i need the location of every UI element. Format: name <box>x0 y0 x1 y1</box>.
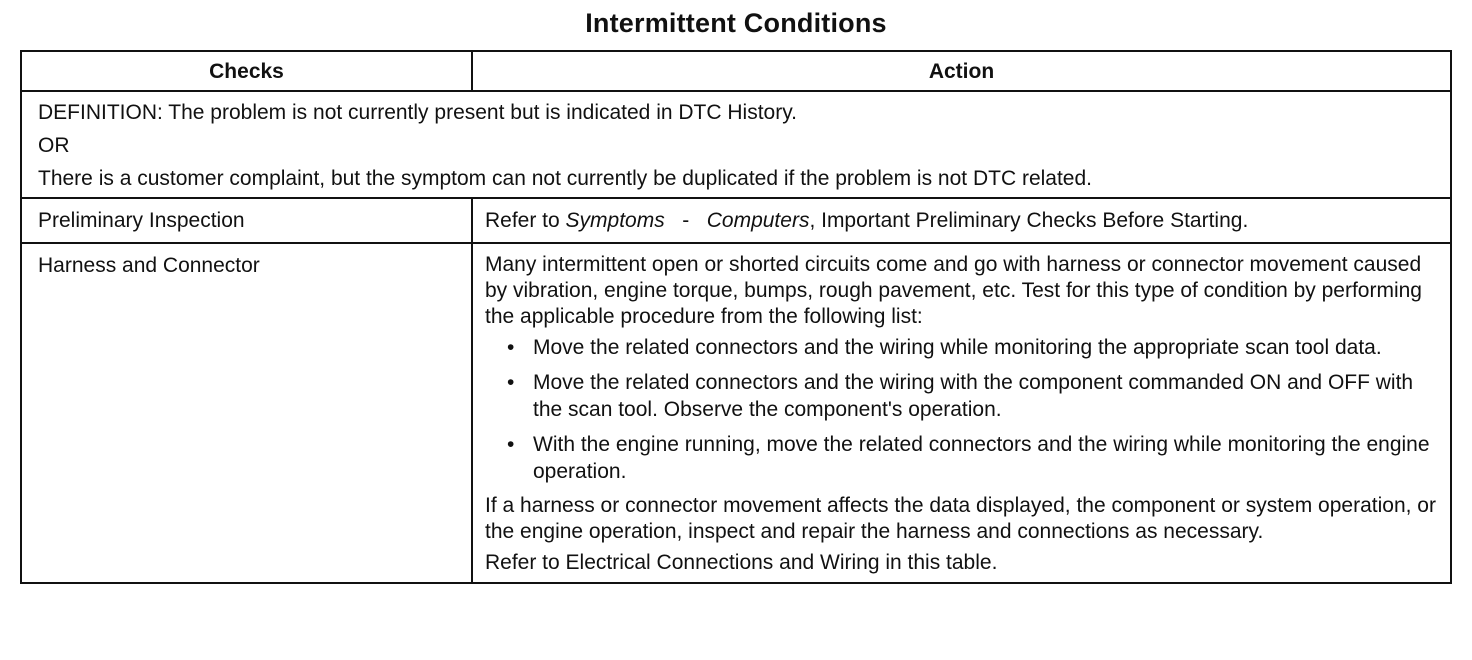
action-italic-computers: Computers <box>706 209 810 232</box>
bullet-icon: • <box>507 371 515 394</box>
definition-text: DEFINITION: The problem is not currently present but is indicated in DTC History. <box>38 101 797 124</box>
action-cell <box>472 198 1451 243</box>
definition-row <box>21 91 1451 198</box>
checks-header: Checks <box>21 51 472 91</box>
action-header: Action <box>472 51 1451 91</box>
list-item-text: Move the related connectors and the wiring with the component commanded ON and OFF with the scan tool. Observe the component's operation. <box>533 371 1414 421</box>
list-item <box>485 334 1440 361</box>
page-title: Intermittent Conditions <box>585 8 887 38</box>
action-italic-symptoms: Symptoms <box>565 209 665 232</box>
definition-complaint: There is a customer complaint, but the symptom can not currently be duplicated if the problem is not DTC related. <box>38 167 1092 190</box>
action-refer: Refer to Electrical Connections and Wiring in this table. <box>485 551 998 574</box>
action-suffix: , Important Preliminary Checks Before Starting. <box>809 209 1249 232</box>
list-item <box>485 369 1440 423</box>
action-intro: Many intermittent open or shorted circuits come and go with harness or connector movement caused by vibration, engine torque, bumps, rough pavement, etc. Test for this type of condition by performing the applicable procedure from the following list: <box>485 253 1422 328</box>
header-row <box>21 51 1451 91</box>
list-item-text: Move the related connectors and the wiring while monitoring the appropriate scan tool data. <box>533 336 1382 359</box>
table-row <box>21 243 1451 583</box>
definition-or: OR <box>38 134 70 157</box>
definition-cell <box>21 91 1451 198</box>
list-item <box>485 431 1440 485</box>
list-item-text: With the engine running, move the related connectors and the wiring while monitoring the engine operation. <box>533 433 1430 483</box>
action-after: If a harness or connector movement affects the data displayed, the component or system operation, or the engine operation, inspect and repair the harness and connections as necessary. <box>485 494 1436 543</box>
bullet-icon: • <box>507 336 515 359</box>
action-prefix: Refer to <box>485 209 566 232</box>
action-cell <box>472 243 1451 583</box>
check-cell: Harness and Connector <box>21 243 472 583</box>
table-row <box>21 198 1451 243</box>
procedure-list <box>485 334 1440 485</box>
action-dash: - <box>664 209 707 232</box>
bullet-icon: • <box>507 433 515 456</box>
intermittent-conditions-table <box>20 50 1452 584</box>
check-cell: Preliminary Inspection <box>21 198 472 243</box>
